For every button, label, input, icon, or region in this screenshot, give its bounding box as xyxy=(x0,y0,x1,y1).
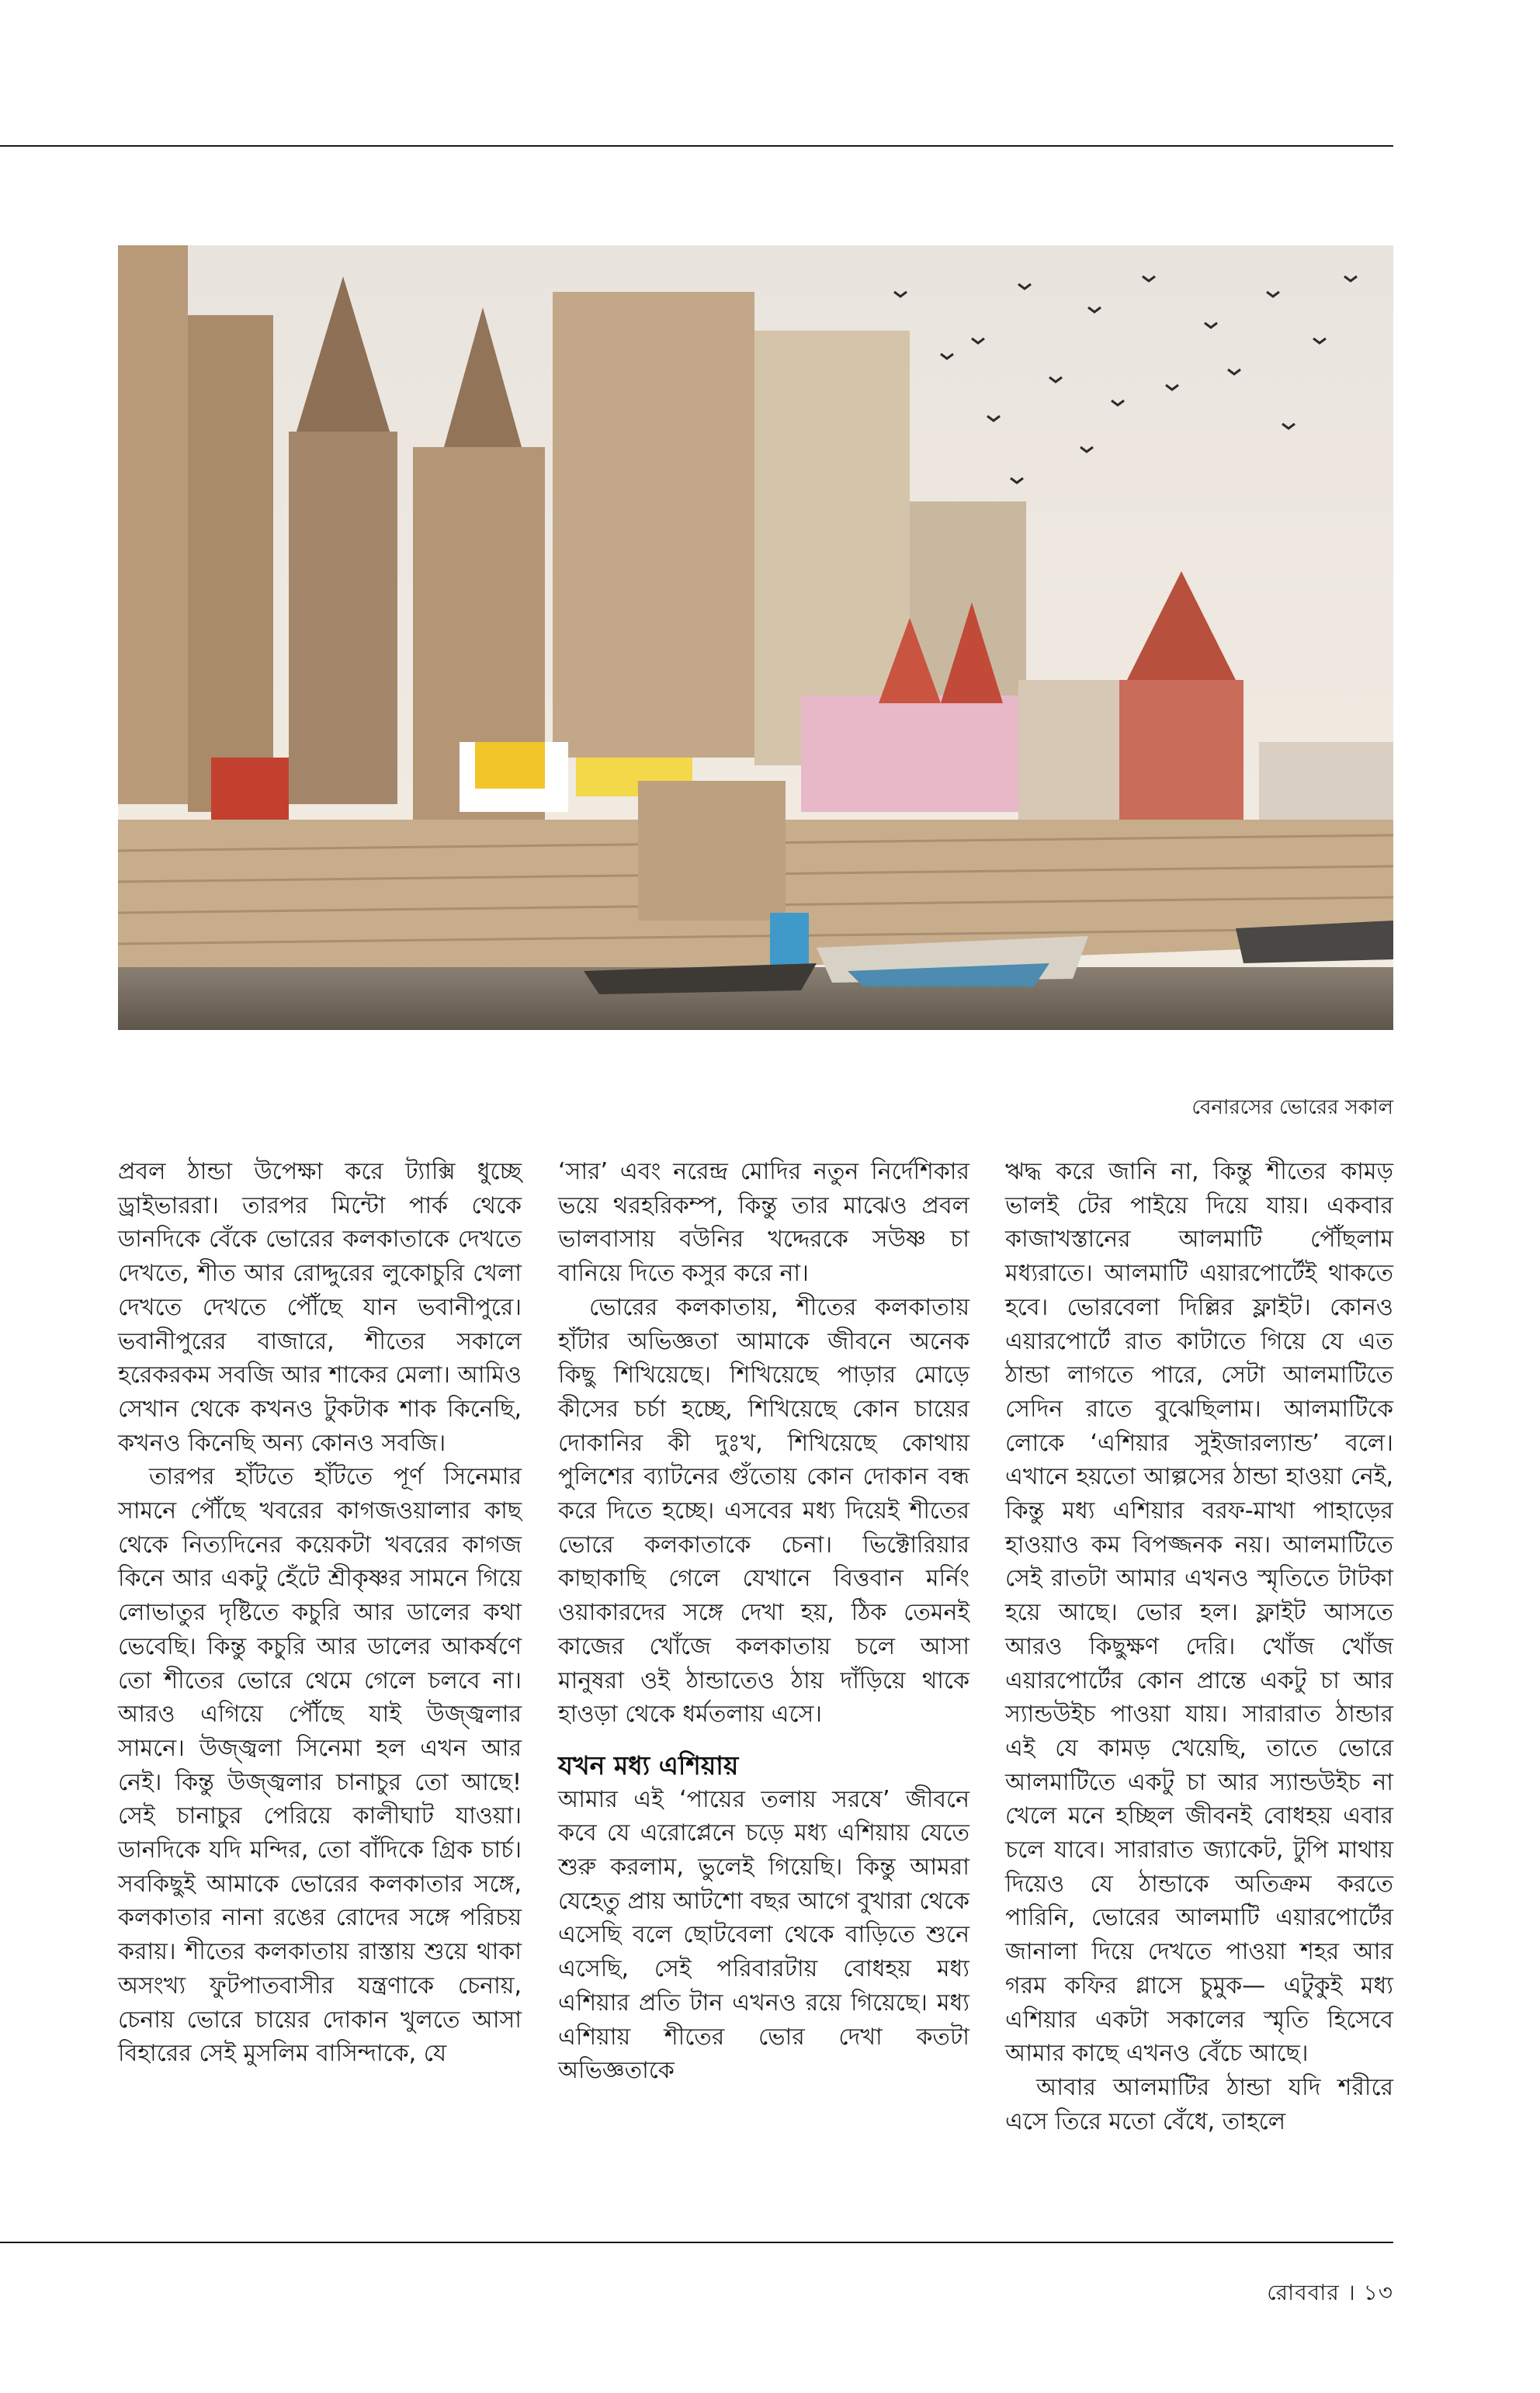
photo-caption: বেনারসের ভোরের সকাল xyxy=(1191,1096,1393,1119)
article-column-2 xyxy=(558,1155,969,2088)
paragraph: ভোরের কলকাতায়, শীতের কলকাতায় হাঁটার অভিজ্ঞতা আমাকে জীবনে অনেক কিছু শিখিয়েছে। শিখিয়েছে পাড়ার মোড়ে কীসের চর্চা হচ্ছে, শিখিয়েছে কোন চায়ের দোকানির কী দুঃখ, শিখিয়েছে কোথায় পুলিশের ব্যাটনের গুঁতোয় কোন দোকান বন্ধ করে দিতে হচ্ছে। এসবের মধ্য দিয়েই শীতের ভোরে কলকাতাকে চেনা। ভিক্টোরিয়ার কাছাকাছি গেলে যেখানে বিত্তবান মর্নিং ওয়াকারদের সঙ্গে দেখা হয়, ঠিক তেমনই কাজের খোঁজে কলকাতায় চলে আসা মানুষরা ওই ঠান্ডাতেও ঠায় দাঁড়িয়ে থাকে হাওড়া থেকে ধর্মতলায় এসে। xyxy=(558,1293,969,1729)
paragraph: আবার আলমাটির ঠান্ডা যদি শরীরে এসে তিরে মতো বেঁধে, তাহলে xyxy=(1005,2073,1393,2135)
bottom-rule xyxy=(0,2242,1393,2243)
page-number: ১৩ xyxy=(1363,2280,1393,2305)
magazine-name: রোববার xyxy=(1267,2280,1340,2305)
paragraph: আমার এই ‘পায়ের তলায় সরষে’ জীবনে কবে যে এরোপ্লেনে চড়ে মধ্য এশিয়ায় যেতে শুরু করলাম, ভুলেই গিয়েছি। কিন্তু আমরা যেহেতু প্রায় আটশো বছর আগে বুখারা থেকে এসেছি বলে ছোটবেলা থেকে বাড়িতে শুনে এসেছি, সেই পরিবারটায় বোধহয় মধ্য এশিয়ার প্রতি টান এখনও রয়ে গিয়েছে। মধ্য এশিয়ায় শীতের ভোর দেখা কতটা অভিজ্ঞতাকে xyxy=(558,1785,969,2085)
top-rule xyxy=(0,145,1393,147)
paragraph: তারপর হাঁটতে হাঁটতে পূর্ণ সিনেমার সামনে পৌঁছে খবরের কাগজওয়ালার কাছ থেকে নিত্যদিনের কয়েকটা খবরের কাগজ কিনে আর একটু হেঁটে শ্রীকৃষ্ণর সামনে গিয়ে লোভাতুর দৃষ্টিতে কচুরি আর ডালের কথা ভেবেছি। কিন্তু কচুরি আর ডালের আকর্ষণে তো শীতের ভোরে থেমে গেলে চলবে না। আরও এগিয়ে পৌঁছে যাই উজ্জ্বলার সামনে। উজ্জ্বলা সিনেমা হল এখন আর নেই। কিন্তু উজ্জ্বলার চানাচুর তো আছে! সেই চানাচুর পেরিয়ে কালীঘাট যাওয়া। ডানদিকে যদি মন্দির, তো বাঁদিকে গ্রিক চার্চ। সবকিছুই আমাকে ভোরের কলকাতার সঙ্গে, কলকাতার নানা রঙের রোদের সঙ্গে পরিচয় করায়। শীতের কলকাতায় রাস্তায় শুয়ে থাকা অসংখ্য ফুটপাতবাসীর যন্ত্রণাকে চেনায়, চেনায় ভোরে চায়ের দোকান খুলতে আসা বিহারের সেই মুসলিম বাসিন্দাকে, যে xyxy=(118,1463,522,2068)
paragraph: ঋদ্ধ করে জানি না, কিন্তু শীতের কামড় ভালই টের পাইয়ে দিয়ে যায়। একবার কাজাখস্তানের আলমাটি পৌঁছলাম মধ্যরাতে। আলমাটি এয়ারপোর্টেই থাকতে হবে। ভোরবেলা দিল্লির ফ্লাইট। কোনও এয়ারপোর্টে রাত কাটাতে গিয়ে যে এত ঠান্ডা লাগতে পারে, সেটা আলমাটিতে সেদিন রাতে বুঝেছিলাম। আলমাটিকে লোকে ‘এশিয়ার সুইজারল্যান্ড’ বলে। এখানে হয়তো আল্পসের ঠান্ডা হাওয়া নেই, কিন্তু মধ্য এশিয়ার বরফ-মাখা পাহাড়ের হাওয়াও কম বিপজ্জনক নয়। আলমাটিতে সেই রাতটা আমার এখনও স্মৃতিতে টাটকা হয়ে আছে। ভোর হল। ফ্লাইট আসতে আরও কিছুক্ষণ দেরি। খোঁজ খোঁজ এয়ারপোর্টের কোন প্রান্তে একটু চা আর স্যান্ডউইচ পাওয়া যায়। সারারাত ঠান্ডার এই যে কামড় খেয়েছি, তাতে ভোরে আলমাটিতে একটু চা আর স্যান্ডউইচ না খেলে মনে হচ্ছিল জীবনই বোধহয় এবার চলে যাবে। সারারাত জ্যাকেট, টুপি মাথায় দিয়েও যে ঠান্ডাকে অতিক্রম করতে পারিনি, ভোরের আলমাটি এয়ারপোর্টের জানালা দিয়ে দেখতে পাওয়া শহর আর গরম কফির গ্লাসে চুমুক— এটুকুই মধ্য এশিয়ার একটা সকালের স্মৃতি হিসেবে আমার কাছে এখনও বেঁচে আছে। xyxy=(1005,1158,1393,2068)
page-footer xyxy=(1267,2276,1393,2312)
paragraph: প্রবল ঠান্ডা উপেক্ষা করে ট্যাক্সি ধুচ্ছে ড্রাইভাররা। তারপর মিন্টো পার্ক থেকে ডানদিকে বেঁকে ভোরের কলকাতাকে দেখতে দেখতে, শীত আর রোদ্দুরের লুকোচুরি খেলা দেখতে দেখতে পৌঁছে যান ভবানীপুরে। ভবানীপুরের বাজারে, শীতের সকালে হরেকরকম সবজি আর শাকের মেলা। আমিও সেখান থেকে কখনও টুকটাক শাক কিনেছি, কখনও কিনেছি অন্য কোনও সবজি। xyxy=(118,1158,522,1457)
article-column-1 xyxy=(118,1155,522,2071)
paragraph: ‘সার’ এবং নরেন্দ্র মোদির নতুন নির্দেশিকার ভয়ে থরহরিকম্প, কিন্তু তার মাঝেও প্রবল ভালবাসায় বউনির খদ্দেরকে সউষ্ণ চা বানিয়ে দিতে কসুর করে না। xyxy=(558,1158,969,1288)
article-column-3 xyxy=(1005,1155,1393,2138)
varanasi-ghat-photo xyxy=(118,245,1393,1030)
section-heading: যখন মধ্য এশিয়ায় xyxy=(558,1750,739,1781)
footer-separator: । xyxy=(1347,2280,1356,2305)
